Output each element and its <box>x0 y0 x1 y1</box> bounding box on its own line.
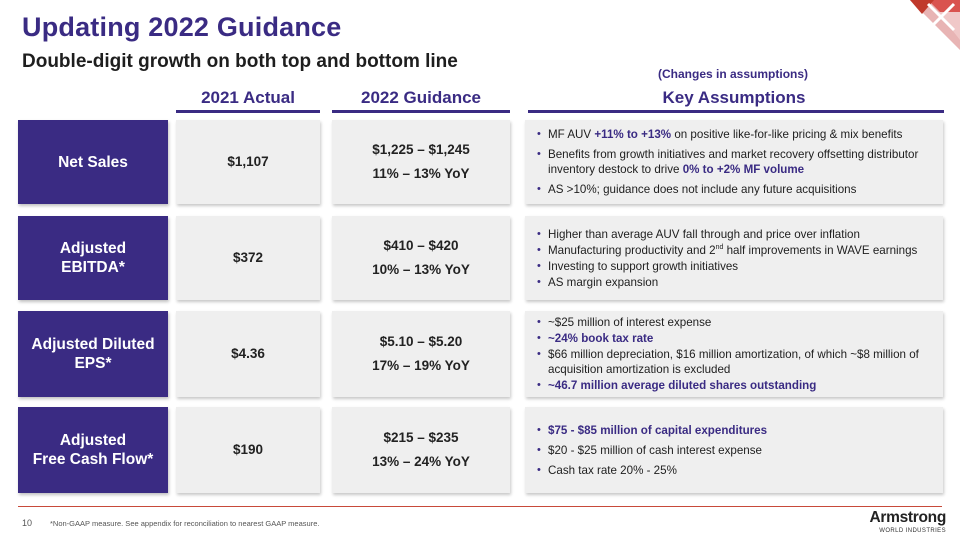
assumption-bullet <box>537 182 933 197</box>
bullet-text: on positive like-for-like pricing & mix benefits <box>671 128 903 141</box>
column-header-assumptions: Key Assumptions <box>662 88 806 107</box>
assumption-bullet <box>537 443 933 458</box>
footnote: *Non-GAAP measure. See appendix for reconciliation to nearest GAAP measure. <box>50 519 320 528</box>
assumptions-change-note: (Changes in assumptions) <box>658 67 809 81</box>
highlighted-text: $75 - $85 million of capital expenditures <box>548 424 768 437</box>
armstrong-logo <box>858 509 946 539</box>
bullet-text: Investing to support growth initiatives <box>548 259 739 273</box>
brand-tagline: WORLD INDUSTRIES <box>879 528 946 534</box>
bullet-text: Cash tax rate 20% - 25% <box>548 464 677 477</box>
bullet-text: $20 - $25 million of cash interest expense <box>548 444 762 457</box>
bullet-text: AS >10%; guidance does not include any future acquisitions <box>548 183 857 196</box>
column-rule-actual <box>176 110 320 113</box>
assumption-bullet <box>537 275 933 290</box>
corner-logo-icon <box>898 0 960 60</box>
column-rule-guidance <box>332 110 510 113</box>
bullet-text: AS margin expansion <box>548 275 659 289</box>
brand-name: Armstrong <box>869 509 946 526</box>
page-subtitle: Double-digit growth on both top and bottom line <box>22 51 458 72</box>
highlighted-text: 0% to +2% MF volume <box>682 163 805 176</box>
bullet-text: half improvements in WAVE earnings <box>723 243 918 257</box>
assumptions-adjusted-free-cash-flow <box>525 407 943 493</box>
highlighted-text: ~46.7 million average diluted shares outstanding <box>548 379 817 392</box>
footer-divider <box>18 506 942 507</box>
column-header-actual: 2021 Actual <box>201 88 295 107</box>
assumption-bullet <box>537 227 933 242</box>
bullet-text: Benefits from growth initiatives and market recovery offsetting distributor inventory destock to drive <box>548 148 919 176</box>
guidance-adjusted-diluted-eps: $5.10 – $5.20 17% – 19% YoY <box>332 311 510 397</box>
bullet-text: Manufacturing productivity and 2 <box>548 243 716 257</box>
row-label-net-sales: Net Sales <box>18 120 168 204</box>
guidance-net-sales: $1,225 – $1,245 11% – 13% YoY <box>332 120 510 204</box>
assumption-bullet <box>537 259 933 274</box>
actual-adjusted-ebitda: $372 <box>176 216 320 300</box>
assumption-bullet <box>537 243 933 258</box>
actual-adjusted-free-cash-flow: $190 <box>176 407 320 493</box>
assumption-bullet <box>537 347 933 377</box>
assumptions-adjusted-diluted-eps <box>525 311 943 397</box>
column-header-guidance: 2022 Guidance <box>360 88 481 107</box>
row-label-adjusted-free-cash-flow: Adjusted Free Cash Flow* <box>18 407 168 493</box>
page-title: Updating 2022 Guidance <box>22 12 342 42</box>
row-label-adjusted-ebitda: Adjusted EBITDA* <box>18 216 168 300</box>
column-rule-assumptions <box>528 110 944 113</box>
actual-adjusted-diluted-eps: $4.36 <box>176 311 320 397</box>
assumptions-adjusted-ebitda <box>525 216 943 300</box>
bullet-text: ~$25 million of interest expense <box>548 316 712 329</box>
bullet-text: $66 million depreciation, $16 million amortization, of which ~$8 million of acquisition amortization is excluded <box>548 348 919 376</box>
page-number: 10 <box>22 518 33 528</box>
row-label-adjusted-diluted-eps: Adjusted Diluted EPS* <box>18 311 168 397</box>
assumption-bullet <box>537 423 933 438</box>
bullet-text: MF AUV <box>548 128 595 141</box>
guidance-adjusted-free-cash-flow: $215 – $235 13% – 24% YoY <box>332 407 510 493</box>
assumptions-net-sales <box>525 120 943 204</box>
assumption-bullet <box>537 463 933 478</box>
bullet-text: nd <box>715 243 724 251</box>
guidance-adjusted-ebitda: $410 – $420 10% – 13% YoY <box>332 216 510 300</box>
highlighted-text: ~24% book tax rate <box>548 332 654 345</box>
assumption-bullet <box>537 127 933 142</box>
assumption-bullet <box>537 378 933 393</box>
assumption-bullet <box>537 331 933 346</box>
assumption-bullet <box>537 147 933 177</box>
bullet-text: Higher than average AUV fall through and price over inflation <box>548 227 860 241</box>
assumption-bullet <box>537 315 933 330</box>
highlighted-text: +11% to +13% <box>594 128 672 141</box>
actual-net-sales: $1,107 <box>176 120 320 204</box>
